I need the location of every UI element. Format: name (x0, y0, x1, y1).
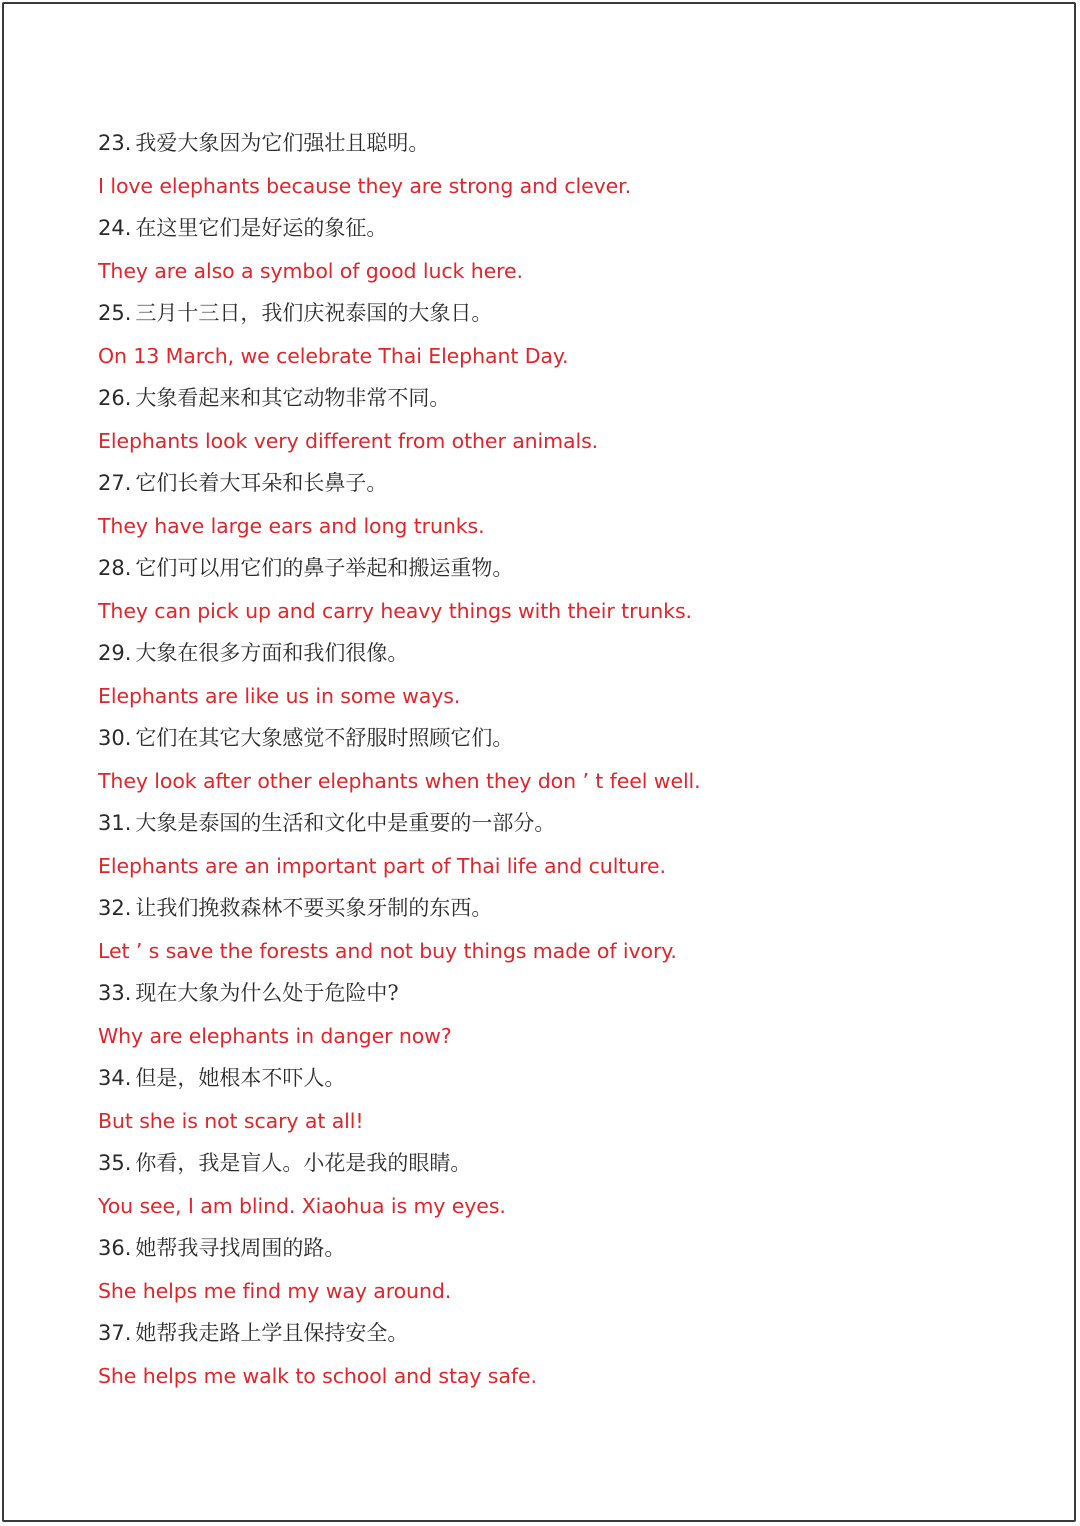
sentence-entry (98, 717, 998, 802)
sentence-entry (98, 1227, 998, 1312)
chinese-sentence (98, 1312, 998, 1355)
english-translation: They can pick up and carry heavy things with their trunks. (98, 598, 692, 623)
sentence-number: 32. (98, 896, 132, 920)
sentence-number: 27. (98, 471, 132, 495)
chinese-sentence (98, 207, 998, 250)
english-translation: She helps me find my way around. (98, 1278, 452, 1303)
chinese-sentence (98, 717, 998, 760)
sentence-number: 35. (98, 1151, 132, 1175)
english-translation: Elephants look very different from other animals. (98, 428, 599, 453)
english-translation: On 13 March, we celebrate Thai Elephant Day. (98, 343, 569, 368)
sentence-entry (98, 972, 998, 1057)
sentence-entry (98, 1057, 998, 1142)
chinese-sentence (98, 377, 998, 420)
chinese-text: 她帮我寻找周围的路。 (135, 1236, 346, 1260)
chinese-text: 大象看起来和其它动物非常不同。 (135, 386, 451, 410)
sentence-number: 34. (98, 1066, 132, 1090)
chinese-text: 大象在很多方面和我们很像。 (135, 641, 409, 665)
english-translation: They look after other elephants when they don ’ t feel well. (98, 768, 701, 793)
chinese-sentence (98, 547, 998, 590)
sentence-number: 37. (98, 1321, 132, 1345)
chinese-text: 它们可以用它们的鼻子举起和搬运重物。 (135, 556, 514, 580)
chinese-sentence (98, 122, 998, 165)
english-translation: Why are elephants in danger now? (98, 1023, 452, 1048)
sentence-entry (98, 292, 998, 377)
sentence-entry (98, 122, 998, 207)
chinese-text: 但是，她根本不吓人。 (135, 1066, 346, 1090)
chinese-text: 我爱大象因为它们强壮且聪明。 (135, 131, 430, 155)
chinese-text: 它们在其它大象感觉不舒服时照顾它们。 (135, 726, 514, 750)
sentence-entry (98, 1312, 998, 1397)
chinese-sentence (98, 1057, 998, 1100)
chinese-text: 在这里它们是好运的象征。 (135, 216, 388, 240)
english-translation: They are also a symbol of good luck here. (98, 258, 523, 283)
sentence-number: 36. (98, 1236, 132, 1260)
chinese-text: 大象是泰国的生活和文化中是重要的一部分。 (135, 811, 556, 835)
sentence-number: 30. (98, 726, 132, 750)
english-translation: They have large ears and long trunks. (98, 513, 485, 538)
sentence-entry (98, 887, 998, 972)
sentence-entry (98, 802, 998, 887)
sentence-list (98, 122, 998, 1397)
english-translation: She helps me walk to school and stay safe. (98, 1363, 537, 1388)
chinese-text: 三月十三日，我们庆祝泰国的大象日。 (135, 301, 493, 325)
chinese-text: 让我们挽救森林不要买象牙制的东西。 (135, 896, 493, 920)
sentence-entry (98, 462, 998, 547)
english-translation: Elephants are like us in some ways. (98, 683, 461, 708)
sentence-number: 25. (98, 301, 132, 325)
sentence-number: 26. (98, 386, 132, 410)
chinese-text: 它们长着大耳朵和长鼻子。 (135, 471, 388, 495)
chinese-sentence (98, 802, 998, 845)
chinese-sentence (98, 462, 998, 505)
sentence-number: 23. (98, 131, 132, 155)
chinese-text: 她帮我走路上学且保持安全。 (135, 1321, 409, 1345)
english-translation: Let ’ s save the forests and not buy things made of ivory. (98, 938, 677, 963)
sentence-number: 29. (98, 641, 132, 665)
sentence-number: 24. (98, 216, 132, 240)
sentence-number: 33. (98, 981, 132, 1005)
sentence-entry (98, 377, 998, 462)
sentence-entry (98, 207, 998, 292)
chinese-sentence (98, 972, 998, 1015)
chinese-sentence (98, 887, 998, 930)
english-translation: Elephants are an important part of Thai life and culture. (98, 853, 666, 878)
chinese-sentence (98, 292, 998, 335)
english-translation: I love elephants because they are strong and clever. (98, 173, 632, 198)
sentence-entry (98, 547, 998, 632)
sentence-entry (98, 632, 998, 717)
chinese-sentence (98, 1142, 998, 1185)
chinese-text: 现在大象为什么处于危险中? (135, 981, 399, 1005)
sentence-number: 31. (98, 811, 132, 835)
english-translation: You see, I am blind. Xiaohua is my eyes. (98, 1193, 506, 1218)
sentence-number: 28. (98, 556, 132, 580)
chinese-sentence (98, 632, 998, 675)
english-translation: But she is not scary at all! (98, 1108, 364, 1133)
chinese-sentence (98, 1227, 998, 1270)
sentence-entry (98, 1142, 998, 1227)
chinese-text: 你看，我是盲人。小花是我的眼睛。 (135, 1151, 472, 1175)
